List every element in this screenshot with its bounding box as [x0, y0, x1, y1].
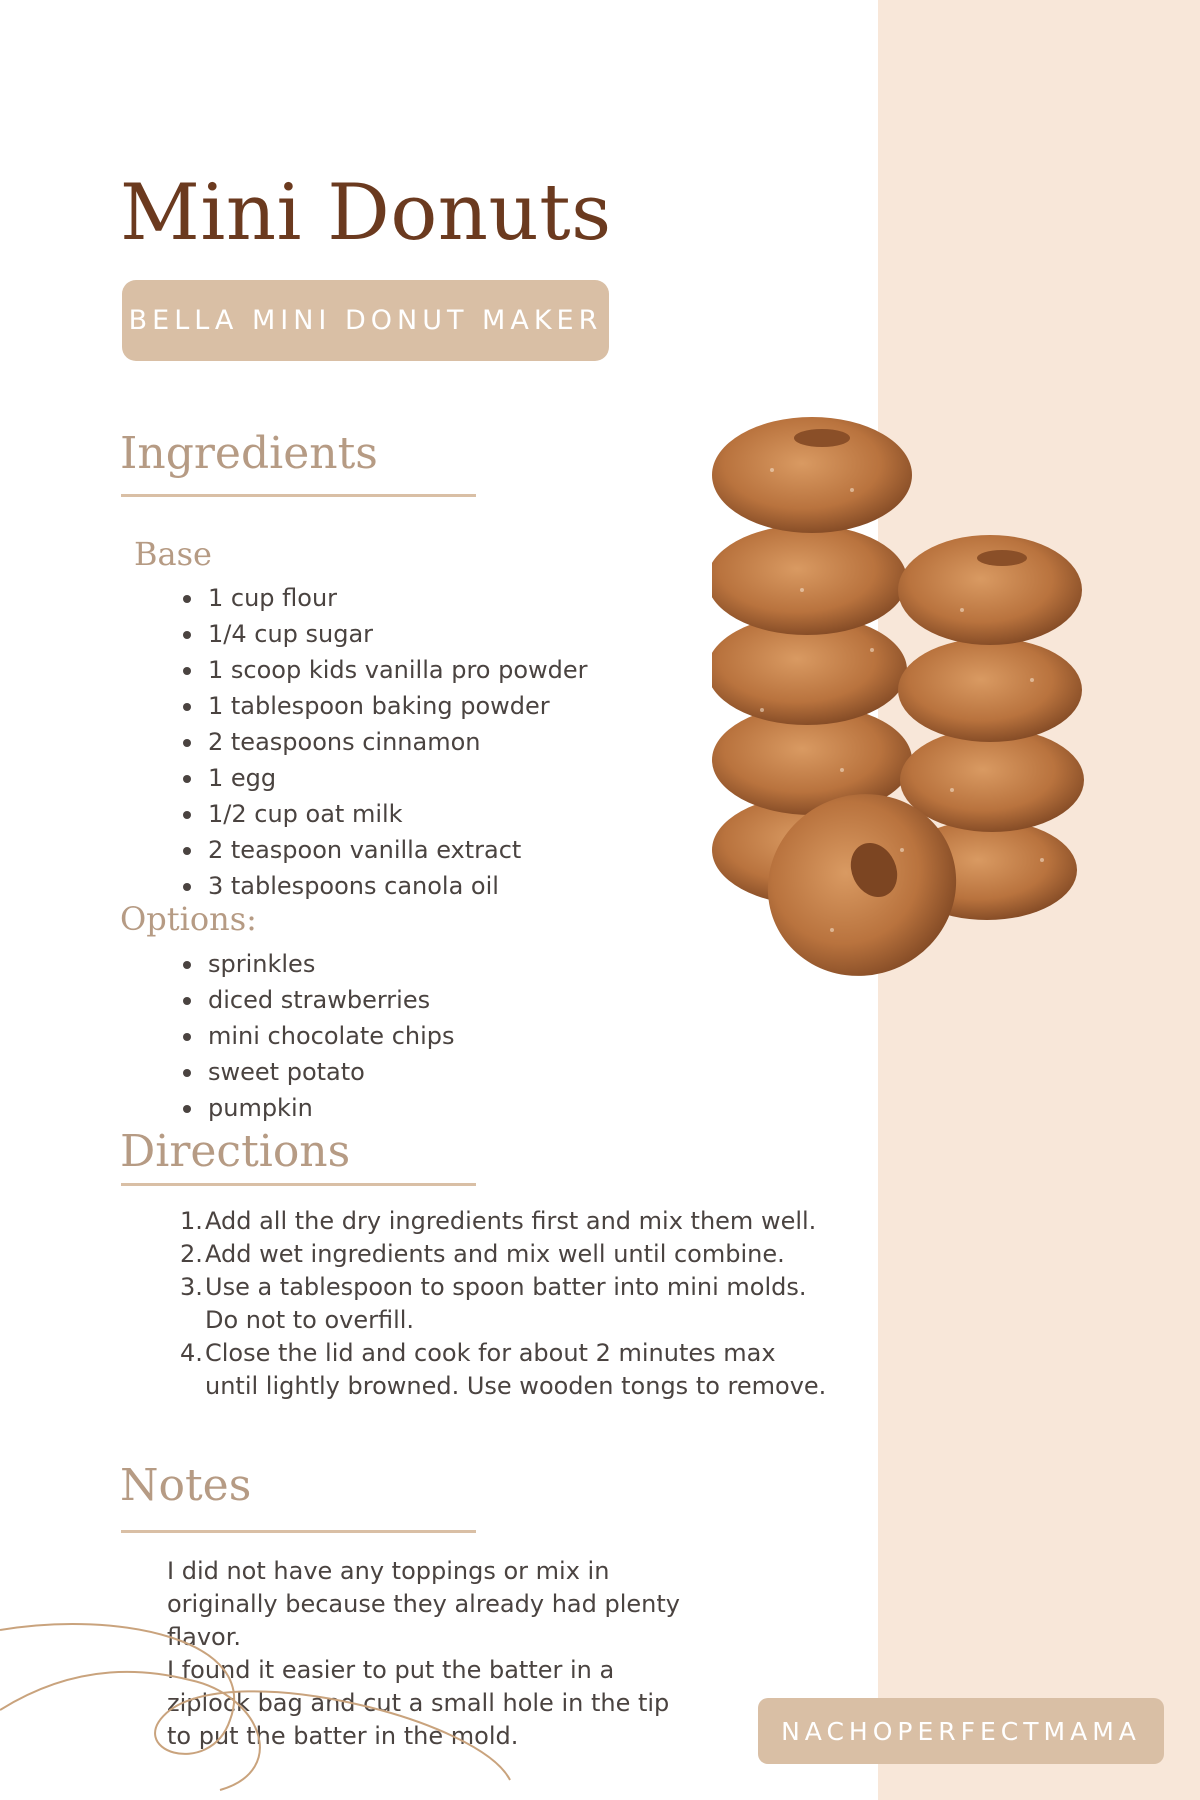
brand-badge: [758, 1698, 1164, 1764]
decorative-swirl: [0, 1600, 560, 1800]
ingredients-heading: Ingredients: [120, 428, 378, 479]
ingredient-item: 1/2 cup oat milk: [186, 796, 588, 832]
maker-badge: [122, 280, 609, 361]
ingredient-item: 1 tablespoon baking powder: [186, 688, 588, 724]
step-number: 3.: [180, 1273, 203, 1301]
directions-divider: [121, 1183, 476, 1186]
ingredient-item: 3 tablespoons canola oil: [186, 868, 588, 904]
ingredient-item: 2 teaspoons cinnamon: [186, 724, 588, 760]
options-label: Options:: [120, 900, 257, 938]
step-number: 2.: [180, 1240, 203, 1268]
ingredient-item: 1 egg: [186, 760, 588, 796]
directions-list: [180, 1205, 830, 1403]
notes-heading: Notes: [120, 1460, 252, 1511]
recipe-title: Mini Donuts: [120, 168, 612, 258]
base-label: Base: [134, 535, 212, 573]
option-item: mini chocolate chips: [186, 1018, 455, 1054]
options-list: [186, 946, 455, 1126]
ingredient-item: 1/4 cup sugar: [186, 616, 588, 652]
step-number: 4.: [180, 1339, 203, 1367]
ingredients-divider: [121, 494, 476, 497]
note-paragraph: I did not have any toppings or mix in originally because they already had plenty flavor.: [167, 1557, 680, 1651]
step-text: Add all the dry ingredients first and mix them well.: [205, 1207, 817, 1235]
brand-label: NACHOPERFECTMAMA: [781, 1716, 1141, 1746]
ingredient-item: 1 scoop kids vanilla pro powder: [186, 652, 588, 688]
direction-step: [180, 1337, 830, 1403]
option-item: diced strawberries: [186, 982, 455, 1018]
direction-step: [180, 1271, 830, 1337]
ingredient-item: 1 cup flour: [186, 580, 588, 616]
ingredient-item: 2 teaspoon vanilla extract: [186, 832, 588, 868]
option-item: sweet potato: [186, 1054, 455, 1090]
direction-step: [180, 1238, 830, 1271]
note-paragraph: I found it easier to put the batter in a ziplock bag and cut a small hole in the tip to put the batter in the mold.: [167, 1656, 670, 1750]
option-item: pumpkin: [186, 1090, 455, 1126]
directions-heading: Directions: [120, 1126, 351, 1177]
base-ingredient-list: [186, 580, 588, 904]
notes-divider: [121, 1530, 476, 1533]
option-item: sprinkles: [186, 946, 455, 982]
maker-badge-label: BELLA MINI DONUT MAKER: [128, 305, 603, 336]
step-number: 1.: [180, 1207, 203, 1235]
step-text: Use a tablespoon to spoon batter into mini molds. Do not to overfill.: [205, 1273, 807, 1334]
step-text: Add wet ingredients and mix well until combine.: [205, 1240, 785, 1268]
step-text: Close the lid and cook for about 2 minutes max until lightly browned. Use wooden tongs to remove.: [205, 1339, 827, 1400]
donut-stack-image: [712, 410, 1102, 980]
direction-step: [180, 1205, 830, 1238]
